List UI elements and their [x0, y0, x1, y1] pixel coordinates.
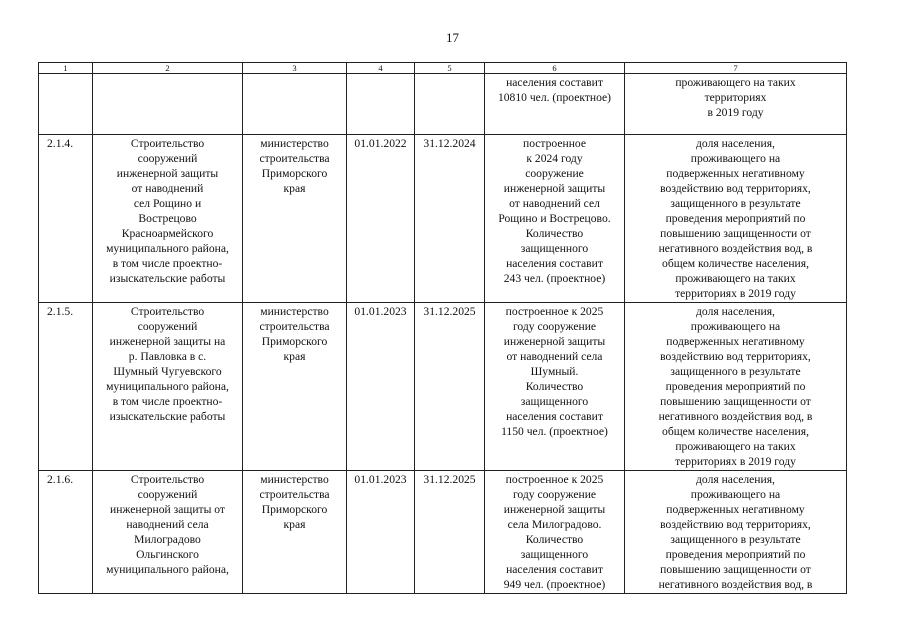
cell-agency: [243, 74, 347, 135]
column-number: 7: [625, 63, 847, 74]
cell-end-date: 31.12.2025: [415, 303, 485, 471]
column-number: 4: [347, 63, 415, 74]
cell-name: [93, 74, 243, 135]
cell-name: Строительство сооружений инженерной защиты от наводнений села Милоградово Ольгинского муниципального района,: [93, 471, 243, 594]
column-number-row: [39, 63, 847, 74]
table-row: [39, 471, 847, 594]
table-row: [39, 303, 847, 471]
cell-id: 2.1.6.: [39, 471, 93, 594]
cell-result: населения составит 10810 чел. (проектное): [485, 74, 625, 135]
cell-start-date: [347, 74, 415, 135]
column-number: 6: [485, 63, 625, 74]
cell-agency: министерство строительства Приморского края: [243, 303, 347, 471]
cell-name: Строительство сооружений инженерной защиты от наводнений сел Рощино и Вострецово Красноармейского муниципального района, в том числе проектно- изыскательские работы: [93, 135, 243, 303]
cell-start-date: 01.01.2023: [347, 471, 415, 594]
cell-start-date: 01.01.2022: [347, 135, 415, 303]
column-number: 2: [93, 63, 243, 74]
cell-name: Строительство сооружений инженерной защиты на р. Павловка в с. Шумный Чугуевского муниципального района, в том числе проектно- изыскательские работы: [93, 303, 243, 471]
column-number: 1: [39, 63, 93, 74]
cell-indicator: доля населения, проживающего на подверженных негативному воздействию вод территориях, защищенного в результате проведения мероприятий по повышению защищенности от негативного воздействия вод, в: [625, 471, 847, 594]
cell-indicator: доля населения, проживающего на подверженных негативному воздействию вод территориях, защищенного в результате проведения мероприятий по повышению защищенности от негативного воздействия вод, в общем количестве населения, проживающего на таких территориях в 2019 году: [625, 135, 847, 303]
measures-table: [38, 62, 847, 594]
table-row-continuation: [39, 74, 847, 135]
cell-start-date: 01.01.2023: [347, 303, 415, 471]
cell-result: построенное к 2025 году сооружение инженерной защиты села Милоградово. Количество защищенного населения составит 949 чел. (проектное): [485, 471, 625, 594]
cell-id: [39, 74, 93, 135]
cell-agency: министерство строительства Приморского края: [243, 471, 347, 594]
cell-indicator: доля населения, проживающего на подверженных негативному воздействию вод территориях, защищенного в результате проведения мероприятий по повышению защищенности от негативного воздействия вод, в общем количестве населения, проживающего на таких территориях в 2019 году: [625, 303, 847, 471]
cell-end-date: [415, 74, 485, 135]
cell-result: построенное к 2025 году сооружение инженерной защиты от наводнений села Шумный. Количество защищенного населения составит 1150 чел. (проектное): [485, 303, 625, 471]
cell-end-date: 31.12.2024: [415, 135, 485, 303]
cell-indicator: проживающего на таких территориях в 2019 году: [625, 74, 847, 135]
column-number: 5: [415, 63, 485, 74]
cell-result: построенное к 2024 году сооружение инженерной защиты от наводнений сел Рощино и Вострецово. Количество защищенного населения составит 243 чел. (проектное): [485, 135, 625, 303]
table-row: [39, 135, 847, 303]
page-number: 17: [446, 30, 459, 45]
cell-agency: министерство строительства Приморского края: [243, 135, 347, 303]
cell-id: 2.1.4.: [39, 135, 93, 303]
cell-end-date: 31.12.2025: [415, 471, 485, 594]
cell-id: 2.1.5.: [39, 303, 93, 471]
column-number: 3: [243, 63, 347, 74]
